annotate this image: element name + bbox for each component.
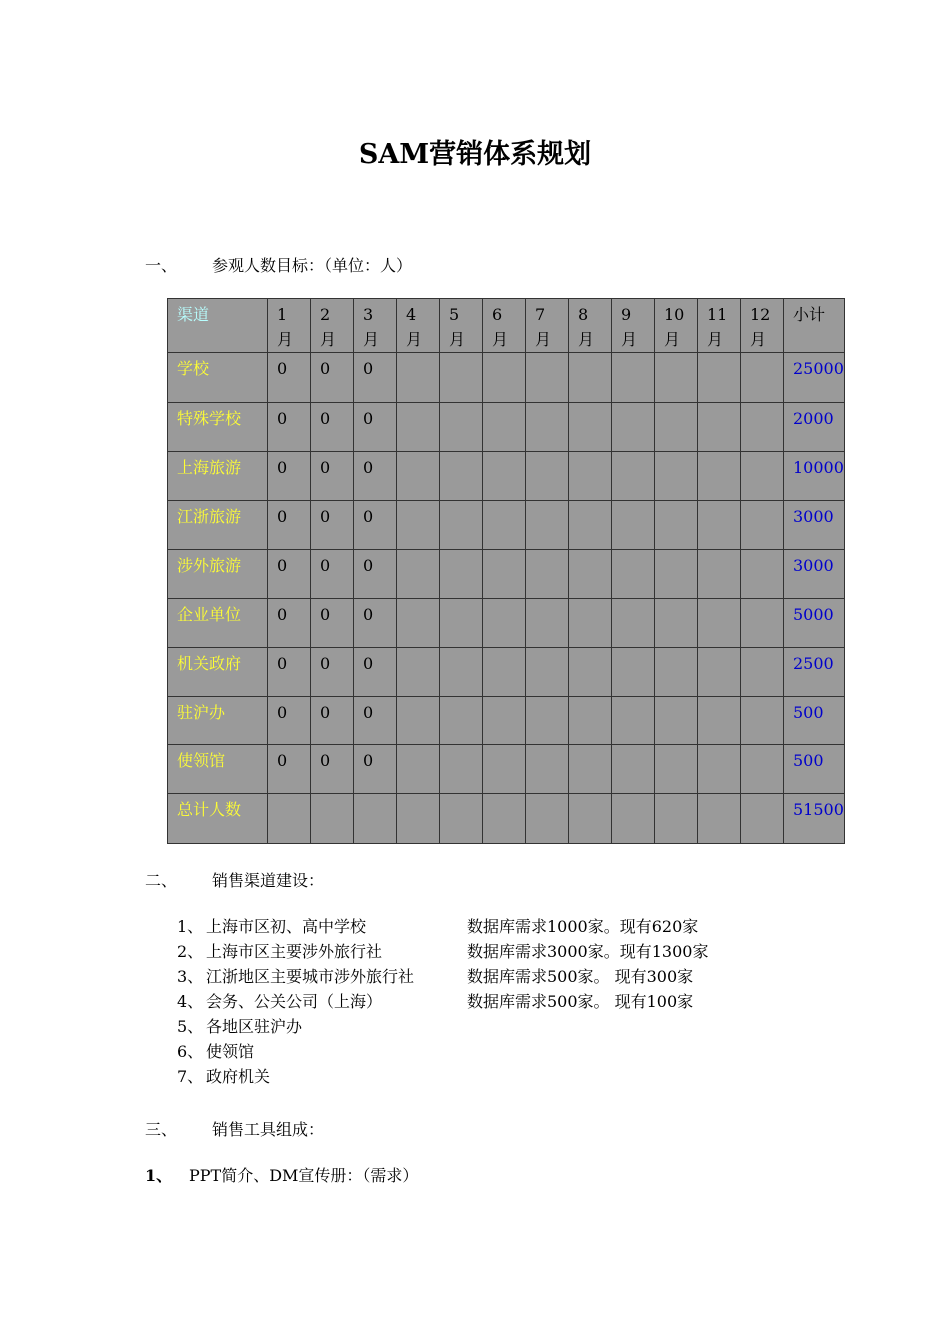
empty-month-cell bbox=[483, 794, 526, 844]
section-number: 二、 bbox=[145, 871, 178, 890]
empty-month-cell bbox=[440, 697, 483, 745]
empty-month-cell bbox=[612, 501, 655, 550]
empty-month-cell bbox=[397, 353, 440, 403]
month-unit: 月 bbox=[664, 330, 681, 349]
item-note: 数据库需求3000家。现有1300家 bbox=[467, 942, 709, 961]
header-month-cell bbox=[354, 299, 397, 353]
empty-month-cell bbox=[612, 550, 655, 599]
table-row bbox=[168, 550, 845, 599]
channel-list-item bbox=[177, 1014, 708, 1039]
empty-month-cell bbox=[612, 353, 655, 403]
subtotal-value-cell: 51500 bbox=[784, 794, 845, 844]
item-name: 会务、公关公司（上海） bbox=[206, 992, 383, 1011]
subtotal-value-cell: 3000 bbox=[784, 501, 845, 550]
empty-month-cell bbox=[440, 501, 483, 550]
channel-name-cell: 总计人数 bbox=[168, 794, 268, 844]
empty-month-cell bbox=[741, 599, 784, 648]
empty-month-cell bbox=[612, 452, 655, 501]
header-month-cell bbox=[268, 299, 311, 353]
month-value-cell: 0 bbox=[311, 501, 354, 550]
empty-month-cell bbox=[655, 794, 698, 844]
month-value-cell: 0 bbox=[268, 599, 311, 648]
channel-list-item bbox=[177, 1064, 708, 1089]
empty-month-cell bbox=[526, 648, 569, 697]
empty-month-cell bbox=[569, 697, 612, 745]
month-value-cell bbox=[268, 794, 311, 844]
header-subtotal-cell: 小计 bbox=[784, 299, 845, 353]
month-value-cell: 0 bbox=[268, 403, 311, 452]
subtotal-value-cell: 5000 bbox=[784, 599, 845, 648]
empty-month-cell bbox=[440, 794, 483, 844]
channel-name-cell: 特殊学校 bbox=[168, 403, 268, 452]
empty-month-cell bbox=[440, 599, 483, 648]
header-month-cell bbox=[397, 299, 440, 353]
month-value-cell: 0 bbox=[354, 599, 397, 648]
item-note: 数据库需求1000家。现有620家 bbox=[467, 917, 699, 936]
table-row bbox=[168, 648, 845, 697]
month-value-cell: 0 bbox=[268, 745, 311, 794]
empty-month-cell bbox=[741, 550, 784, 599]
item-name: 各地区驻沪办 bbox=[206, 1017, 303, 1036]
empty-month-cell bbox=[483, 353, 526, 403]
empty-month-cell bbox=[483, 452, 526, 501]
empty-month-cell bbox=[397, 745, 440, 794]
empty-month-cell bbox=[612, 745, 655, 794]
section-3-heading bbox=[145, 1117, 324, 1140]
table-row bbox=[168, 794, 845, 844]
empty-month-cell bbox=[569, 403, 612, 452]
month-value-cell: 0 bbox=[354, 353, 397, 403]
empty-month-cell bbox=[483, 745, 526, 794]
channel-list-item bbox=[177, 914, 708, 939]
table-row bbox=[168, 599, 845, 648]
empty-month-cell bbox=[397, 794, 440, 844]
empty-month-cell bbox=[397, 501, 440, 550]
month-value-cell: 0 bbox=[311, 550, 354, 599]
channel-name-cell: 机关政府 bbox=[168, 648, 268, 697]
month-value-cell: 0 bbox=[268, 550, 311, 599]
header-month-cell bbox=[655, 299, 698, 353]
month-value-cell: 0 bbox=[311, 697, 354, 745]
item-name: 使领馆 bbox=[206, 1042, 255, 1061]
empty-month-cell bbox=[526, 599, 569, 648]
empty-month-cell bbox=[698, 599, 741, 648]
month-unit: 月 bbox=[277, 330, 294, 349]
tool-item-1 bbox=[145, 1163, 418, 1186]
section-2-heading bbox=[145, 868, 324, 891]
item-number: 7、 bbox=[177, 1067, 204, 1086]
item-note: 数据库需求500家。 现有100家 bbox=[467, 992, 694, 1011]
month-value-cell: 0 bbox=[311, 745, 354, 794]
empty-month-cell bbox=[741, 697, 784, 745]
item-number: 3、 bbox=[177, 967, 204, 986]
empty-month-cell bbox=[397, 599, 440, 648]
empty-month-cell bbox=[397, 550, 440, 599]
header-channel-cell: 渠道 bbox=[168, 299, 268, 353]
channel-list-item bbox=[177, 1039, 708, 1064]
section-label: 参观人数目标：（单位：人） bbox=[212, 256, 413, 275]
empty-month-cell bbox=[741, 452, 784, 501]
empty-month-cell bbox=[698, 745, 741, 794]
month-number: 8 bbox=[578, 305, 589, 324]
month-value-cell: 0 bbox=[311, 353, 354, 403]
month-value-cell: 0 bbox=[268, 452, 311, 501]
month-value-cell: 0 bbox=[311, 452, 354, 501]
item-number: 4、 bbox=[177, 992, 204, 1011]
month-unit: 月 bbox=[707, 330, 724, 349]
month-unit: 月 bbox=[578, 330, 595, 349]
item-name: 上海市区初、高中学校 bbox=[206, 917, 367, 936]
month-value-cell: 0 bbox=[354, 648, 397, 697]
table-row bbox=[168, 403, 845, 452]
month-number: 10 bbox=[664, 305, 685, 324]
month-unit: 月 bbox=[449, 330, 466, 349]
month-value-cell bbox=[311, 794, 354, 844]
empty-month-cell bbox=[655, 599, 698, 648]
month-unit: 月 bbox=[750, 330, 767, 349]
empty-month-cell bbox=[569, 550, 612, 599]
channel-name-cell: 学校 bbox=[168, 353, 268, 403]
month-value-cell: 0 bbox=[354, 745, 397, 794]
table-row bbox=[168, 501, 845, 550]
empty-month-cell bbox=[698, 550, 741, 599]
month-number: 3 bbox=[363, 305, 374, 324]
subtotal-value-cell: 25000 bbox=[784, 353, 845, 403]
empty-month-cell bbox=[526, 745, 569, 794]
header-month-cell bbox=[569, 299, 612, 353]
month-value-cell: 0 bbox=[311, 648, 354, 697]
item-name: 江浙地区主要城市涉外旅行社 bbox=[206, 967, 415, 986]
empty-month-cell bbox=[612, 648, 655, 697]
month-unit: 月 bbox=[363, 330, 380, 349]
month-value-cell: 0 bbox=[354, 452, 397, 501]
month-number: 6 bbox=[492, 305, 503, 324]
channel-name-cell: 涉外旅游 bbox=[168, 550, 268, 599]
empty-month-cell bbox=[569, 599, 612, 648]
empty-month-cell bbox=[526, 403, 569, 452]
empty-month-cell bbox=[698, 648, 741, 697]
month-value-cell bbox=[354, 794, 397, 844]
empty-month-cell bbox=[526, 353, 569, 403]
empty-month-cell bbox=[741, 353, 784, 403]
empty-month-cell bbox=[397, 648, 440, 697]
empty-month-cell bbox=[397, 697, 440, 745]
month-value-cell: 0 bbox=[354, 550, 397, 599]
header-month-cell bbox=[741, 299, 784, 353]
month-value-cell: 0 bbox=[311, 599, 354, 648]
month-value-cell: 0 bbox=[268, 353, 311, 403]
month-value-cell: 0 bbox=[268, 648, 311, 697]
table-row bbox=[168, 353, 845, 403]
header-month-cell bbox=[526, 299, 569, 353]
channel-name-cell: 驻沪办 bbox=[168, 697, 268, 745]
empty-month-cell bbox=[655, 550, 698, 599]
section-number: 一、 bbox=[145, 256, 178, 275]
empty-month-cell bbox=[655, 501, 698, 550]
empty-month-cell bbox=[741, 794, 784, 844]
channel-list bbox=[177, 914, 708, 1089]
month-unit: 月 bbox=[492, 330, 509, 349]
empty-month-cell bbox=[569, 648, 612, 697]
empty-month-cell bbox=[483, 550, 526, 599]
section-label: 销售工具组成： bbox=[212, 1120, 325, 1139]
empty-month-cell bbox=[397, 403, 440, 452]
table-row bbox=[168, 452, 845, 501]
item-note: 数据库需求500家。 现有300家 bbox=[467, 967, 694, 986]
month-value-cell: 0 bbox=[311, 403, 354, 452]
channel-name-cell: 上海旅游 bbox=[168, 452, 268, 501]
empty-month-cell bbox=[741, 501, 784, 550]
empty-month-cell bbox=[698, 501, 741, 550]
page-title: SAM营销体系规划 bbox=[358, 139, 592, 170]
empty-month-cell bbox=[698, 794, 741, 844]
month-unit: 月 bbox=[621, 330, 638, 349]
empty-month-cell bbox=[569, 745, 612, 794]
empty-month-cell bbox=[526, 794, 569, 844]
item-number: 2、 bbox=[177, 942, 204, 961]
empty-month-cell bbox=[440, 648, 483, 697]
table-row bbox=[168, 697, 845, 745]
empty-month-cell bbox=[741, 648, 784, 697]
empty-month-cell bbox=[612, 403, 655, 452]
item-name: 政府机关 bbox=[206, 1067, 271, 1086]
month-number: 4 bbox=[406, 305, 417, 324]
month-number: 2 bbox=[320, 305, 331, 324]
empty-month-cell bbox=[569, 452, 612, 501]
empty-month-cell bbox=[440, 403, 483, 452]
header-month-cell bbox=[311, 299, 354, 353]
subtotal-value-cell: 3000 bbox=[784, 550, 845, 599]
month-value-cell: 0 bbox=[268, 501, 311, 550]
empty-month-cell bbox=[483, 403, 526, 452]
table-header-row bbox=[168, 299, 845, 353]
empty-month-cell bbox=[440, 550, 483, 599]
month-unit: 月 bbox=[535, 330, 552, 349]
month-number: 7 bbox=[535, 305, 546, 324]
empty-month-cell bbox=[612, 794, 655, 844]
empty-month-cell bbox=[612, 599, 655, 648]
month-value-cell: 0 bbox=[354, 501, 397, 550]
empty-month-cell bbox=[655, 403, 698, 452]
month-number: 1 bbox=[277, 305, 288, 324]
empty-month-cell bbox=[483, 599, 526, 648]
empty-month-cell bbox=[397, 452, 440, 501]
subtotal-value-cell: 2000 bbox=[784, 403, 845, 452]
visitor-target-table bbox=[167, 298, 845, 844]
section-number: 三、 bbox=[145, 1120, 178, 1139]
empty-month-cell bbox=[741, 745, 784, 794]
item-number: 1、 bbox=[177, 917, 204, 936]
month-number: 12 bbox=[750, 305, 771, 324]
month-number: 11 bbox=[707, 305, 728, 324]
empty-month-cell bbox=[698, 353, 741, 403]
empty-month-cell bbox=[741, 403, 784, 452]
month-value-cell: 0 bbox=[354, 697, 397, 745]
month-value-cell: 0 bbox=[354, 403, 397, 452]
section-label: 销售渠道建设： bbox=[212, 871, 325, 890]
month-number: 9 bbox=[621, 305, 632, 324]
empty-month-cell bbox=[526, 501, 569, 550]
channel-name-cell: 使领馆 bbox=[168, 745, 268, 794]
channel-name-cell: 企业单位 bbox=[168, 599, 268, 648]
item-name: 上海市区主要涉外旅行社 bbox=[206, 942, 383, 961]
month-value-cell: 0 bbox=[268, 697, 311, 745]
empty-month-cell bbox=[612, 697, 655, 745]
item-number: 5、 bbox=[177, 1017, 204, 1036]
empty-month-cell bbox=[698, 452, 741, 501]
header-month-cell bbox=[483, 299, 526, 353]
channel-list-item bbox=[177, 939, 708, 964]
subtotal-value-cell: 2500 bbox=[784, 648, 845, 697]
table-row bbox=[168, 745, 845, 794]
channel-list-item bbox=[177, 989, 708, 1014]
empty-month-cell bbox=[698, 403, 741, 452]
empty-month-cell bbox=[526, 452, 569, 501]
empty-month-cell bbox=[569, 501, 612, 550]
empty-month-cell bbox=[483, 501, 526, 550]
month-unit: 月 bbox=[320, 330, 337, 349]
header-month-cell bbox=[440, 299, 483, 353]
empty-month-cell bbox=[440, 745, 483, 794]
header-month-cell bbox=[698, 299, 741, 353]
subtotal-value-cell: 500 bbox=[784, 745, 845, 794]
tool-label: PPT简介、DM宣传册：（需求） bbox=[189, 1166, 419, 1185]
subtotal-value-cell: 10000 bbox=[784, 452, 845, 501]
month-unit: 月 bbox=[406, 330, 423, 349]
empty-month-cell bbox=[655, 452, 698, 501]
month-number: 5 bbox=[449, 305, 460, 324]
section-1-heading bbox=[145, 253, 412, 276]
empty-month-cell bbox=[698, 697, 741, 745]
empty-month-cell bbox=[569, 353, 612, 403]
empty-month-cell bbox=[655, 697, 698, 745]
empty-month-cell bbox=[440, 452, 483, 501]
empty-month-cell bbox=[440, 353, 483, 403]
empty-month-cell bbox=[655, 745, 698, 794]
tool-number: 1、 bbox=[145, 1166, 173, 1185]
empty-month-cell bbox=[655, 353, 698, 403]
channel-list-item bbox=[177, 964, 708, 989]
empty-month-cell bbox=[655, 648, 698, 697]
empty-month-cell bbox=[526, 697, 569, 745]
empty-month-cell bbox=[483, 648, 526, 697]
empty-month-cell bbox=[526, 550, 569, 599]
subtotal-value-cell: 500 bbox=[784, 697, 845, 745]
empty-month-cell bbox=[483, 697, 526, 745]
item-number: 6、 bbox=[177, 1042, 204, 1061]
empty-month-cell bbox=[569, 794, 612, 844]
channel-name-cell: 江浙旅游 bbox=[168, 501, 268, 550]
header-month-cell bbox=[612, 299, 655, 353]
